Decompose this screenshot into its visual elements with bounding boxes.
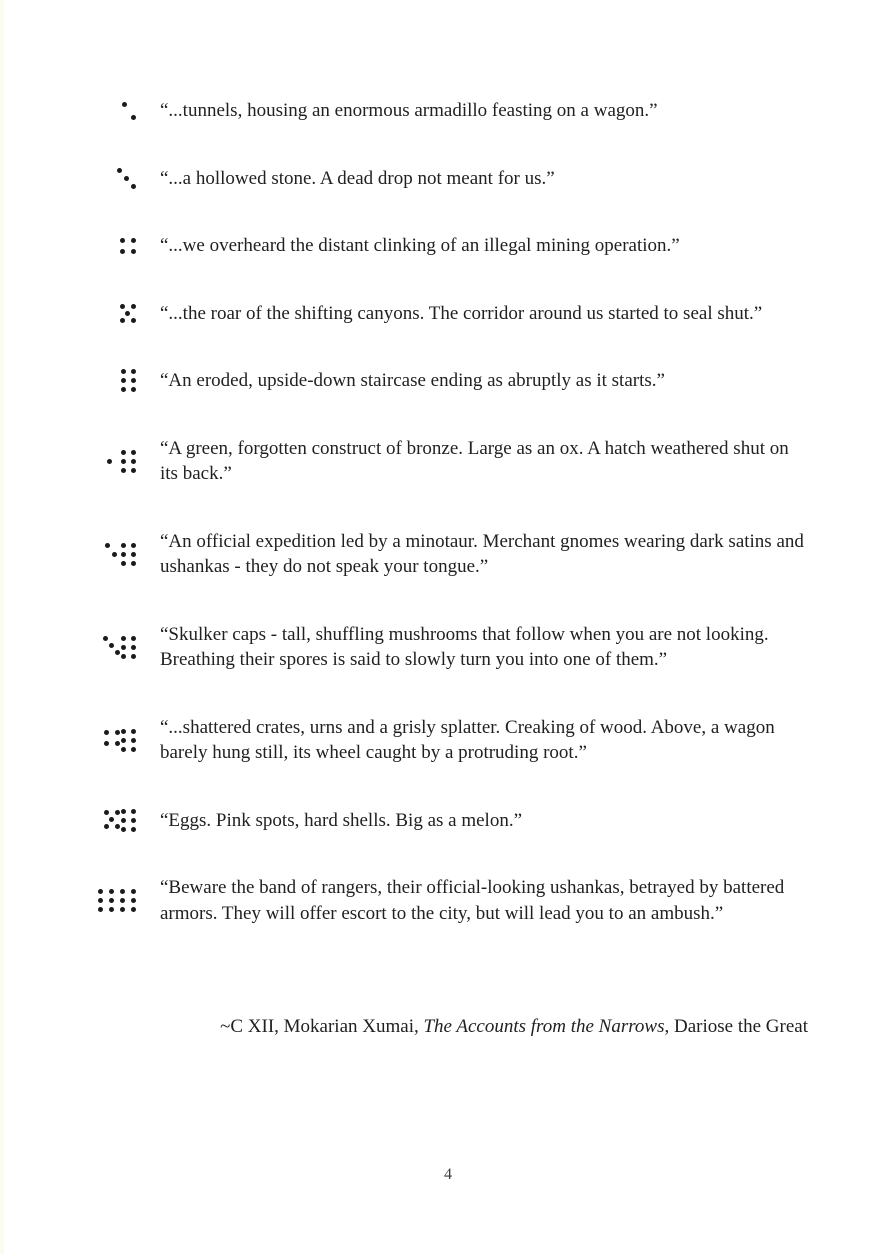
table-row: [92, 808, 896, 834]
quote-text: “Skulker caps - tall, shuffling mushrooms that follow when you are not looking. Breathing their spores is said to slowly turn you into one of them.”: [160, 623, 769, 670]
dice-roll-cell: [92, 636, 136, 659]
dice-pips-icon: [120, 238, 136, 254]
encounter-table: [92, 98, 896, 926]
table-row: [92, 166, 896, 192]
dice-roll-cell: [92, 238, 136, 254]
quote-text: “...we overheard the distant clinking of an illegal mining operation.”: [160, 235, 680, 256]
quote-text: “An official expedition led by a minotaur. Merchant gnomes wearing dark satins and ushankas - they do not speak your tongue.”: [160, 530, 804, 577]
dice-roll-cell: [92, 729, 136, 752]
dice-roll-cell: [92, 369, 136, 392]
quote-text: “...shattered crates, urns and a grisly splatter. Creaking of wood. Above, a wagon barely hung still, its wheel caught by a protruding root.”: [160, 716, 775, 763]
table-row: [92, 715, 896, 766]
quote-text: “A green, forgotten construct of bronze. Large as an ox. A hatch weathered shut on its back.”: [160, 437, 789, 484]
dice-roll-cell: [92, 889, 136, 912]
quote-text: “Beware the band of rangers, their official-looking ushankas, betrayed by battered armors. They will offer escort to the city, but will lead you to an ambush.”: [160, 877, 785, 924]
table-row: [92, 875, 896, 926]
attribution-prefix: ~C XII, Mokarian Xumai,: [220, 1016, 424, 1037]
table-row: [92, 233, 896, 259]
dice-roll-cell: [92, 543, 136, 566]
dice-pips-icon: [122, 102, 136, 120]
quote-text: “An eroded, upside-down staircase ending as abruptly as it starts.”: [160, 370, 665, 391]
dice-roll-cell: [92, 450, 136, 473]
quote-text: “...tunnels, housing an enormous armadillo feasting on a wagon.”: [160, 100, 658, 121]
quote-text: “...the roar of the shifting canyons. The corridor around us started to seal shut.”: [160, 302, 763, 324]
table-row: [92, 368, 896, 394]
dice-pips-icon: [103, 636, 136, 659]
table-row: [92, 436, 896, 487]
table-row: [92, 98, 896, 124]
dice-roll-cell: [92, 809, 136, 832]
dice-pips-icon: [120, 304, 136, 323]
dice-pips-icon: [104, 809, 136, 832]
dice-roll-cell: [92, 168, 136, 189]
quote-text: “...a hollowed stone. A dead drop not meant for us.”: [160, 167, 555, 189]
table-row: [92, 529, 896, 580]
page-number: 4: [444, 1166, 452, 1183]
dice-pips-icon: [121, 369, 136, 392]
attribution-line: [92, 1014, 808, 1040]
dice-pips-icon: [104, 729, 136, 752]
dice-pips-icon: [105, 543, 136, 566]
dice-pips-icon: [107, 450, 136, 473]
dice-roll-cell: [92, 102, 136, 120]
dice-roll-cell: [92, 304, 136, 323]
table-row: [92, 622, 896, 673]
dice-pips-icon: [98, 889, 136, 912]
attribution-suffix: , Dariose the Great: [664, 1016, 808, 1037]
quote-text: “Eggs. Pink spots, hard shells. Big as a melon.”: [160, 809, 523, 831]
dice-pips-icon: [117, 168, 136, 189]
book-title: The Accounts from the Narrows: [423, 1016, 665, 1037]
page-edge-shadow: [0, 0, 4, 1254]
table-row: [92, 301, 896, 327]
